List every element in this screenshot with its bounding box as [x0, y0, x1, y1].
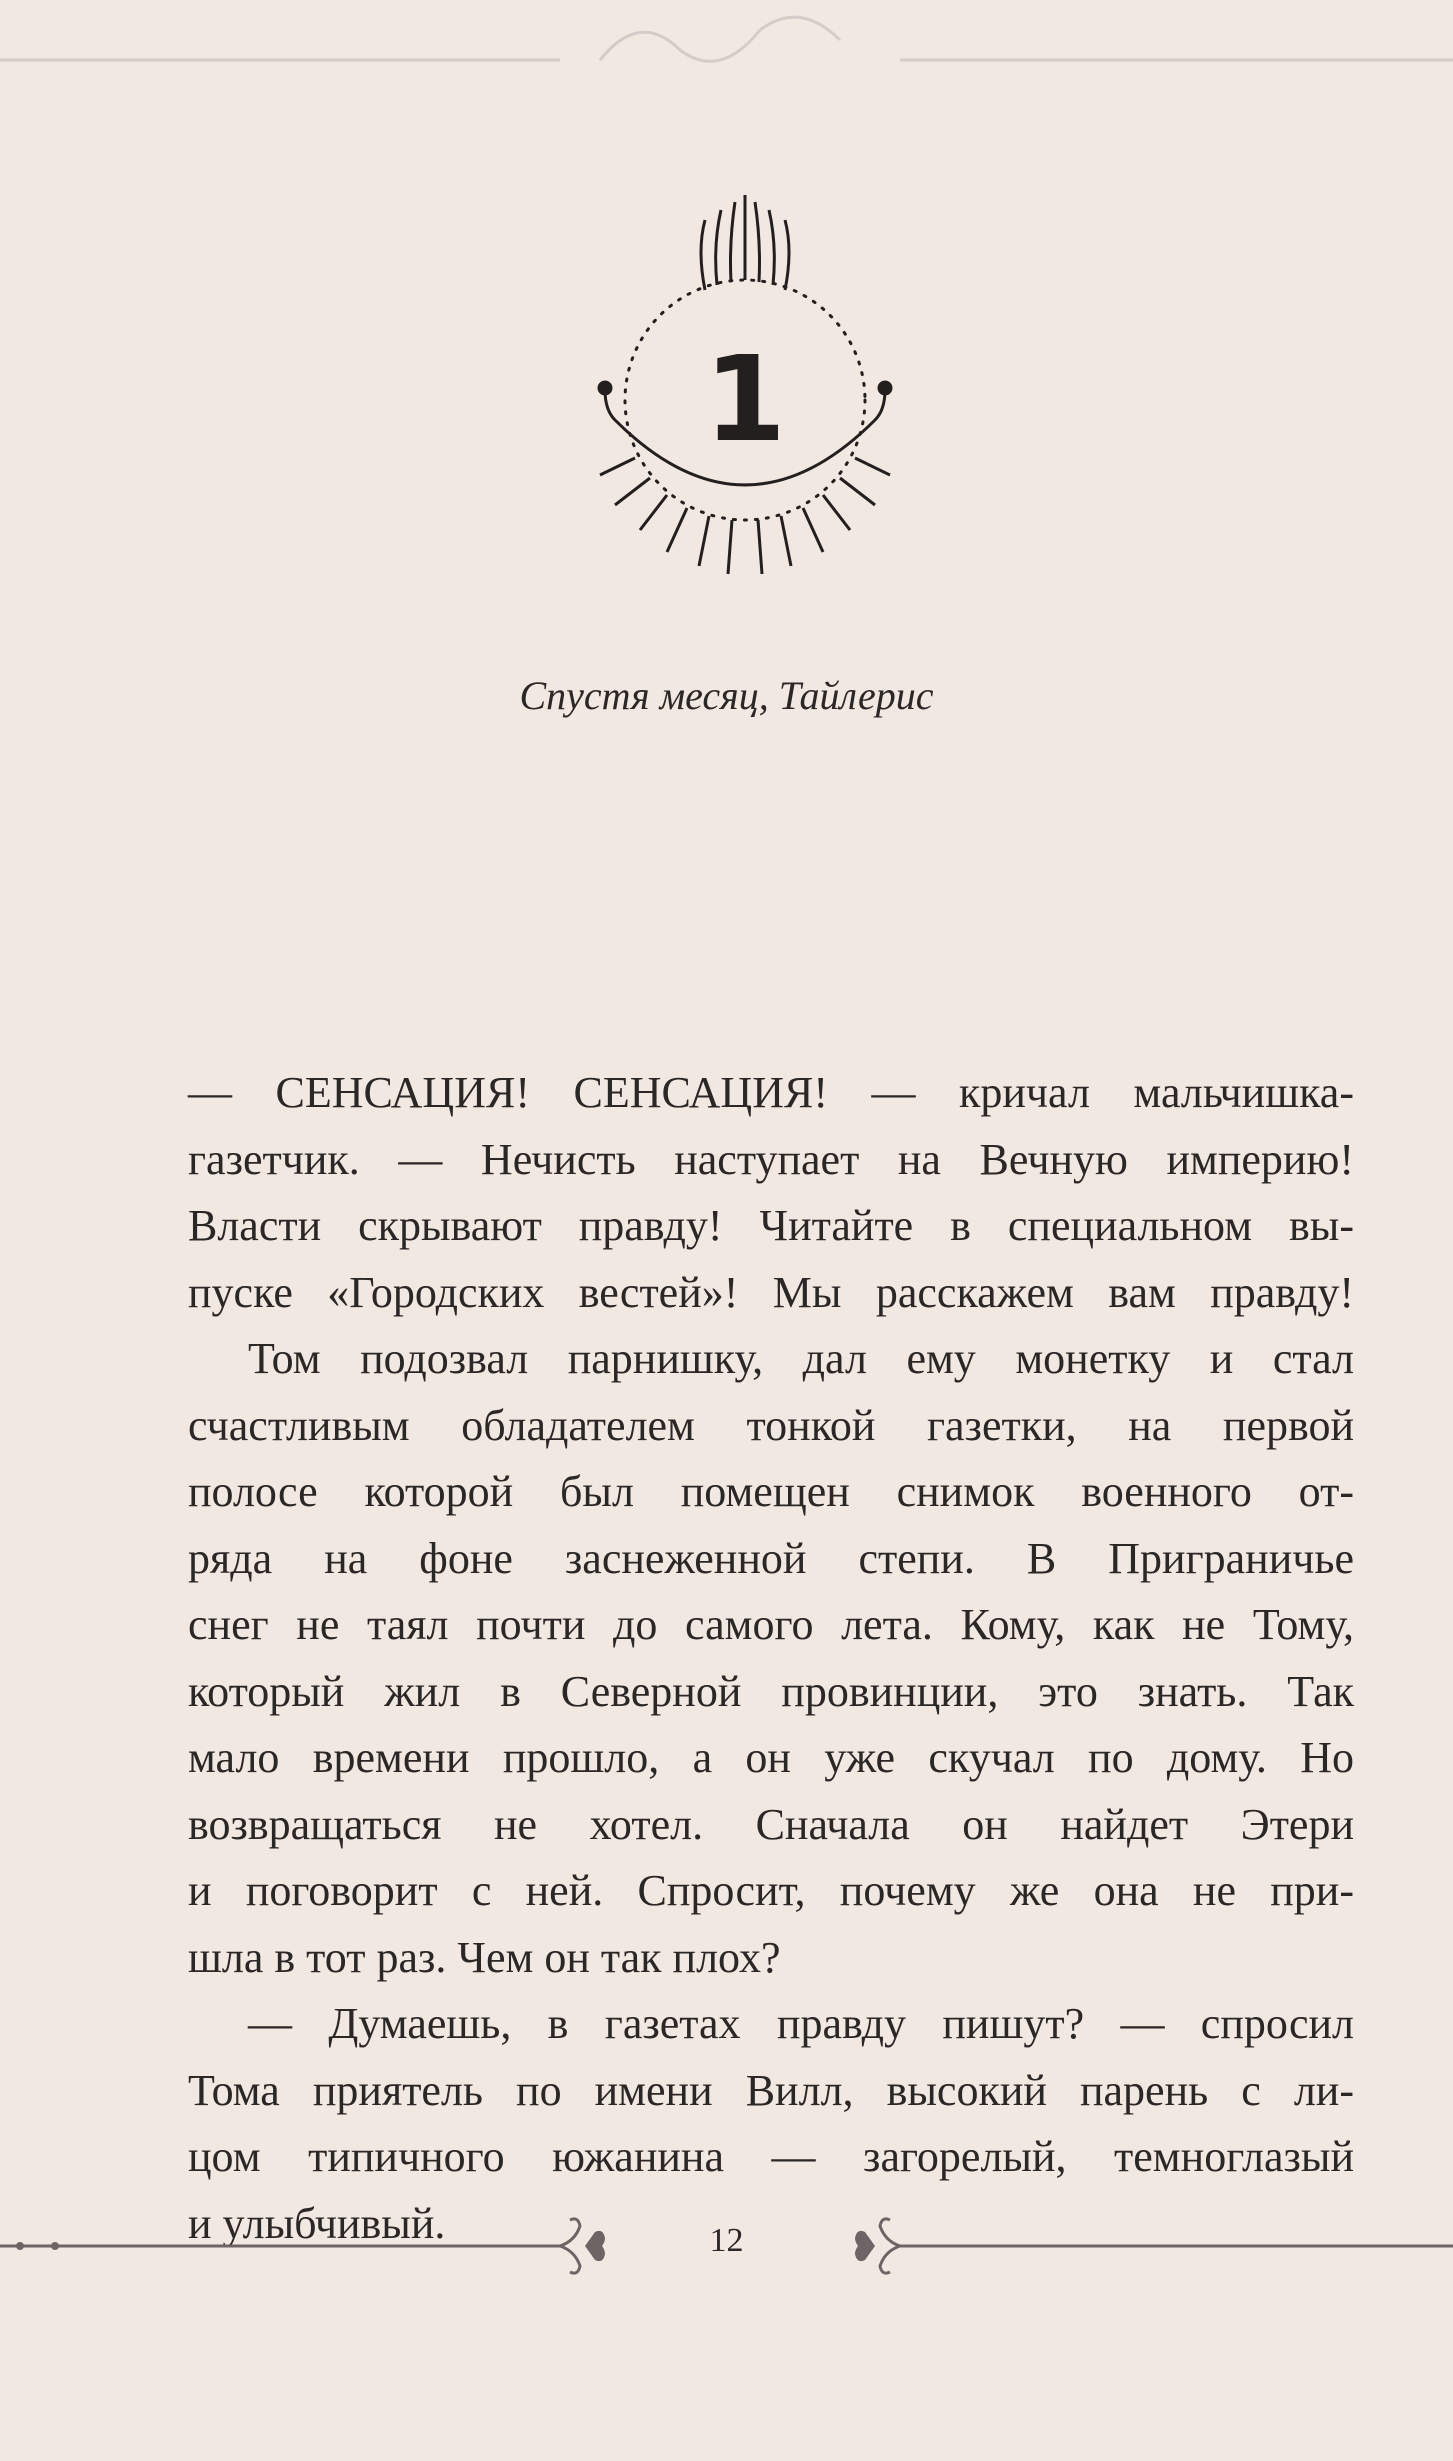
text-line: шла в тот раз. Чем он так плох? [188, 1932, 781, 1982]
text-line: — Думаешь, в газетах правду пишут? — спросил [248, 1999, 1354, 2048]
text-line: который жил в Северной провинции, это знать. Так [188, 1666, 1354, 1716]
text-line: полосе которой был помещен снимок военного от- [188, 1467, 1354, 1516]
text-line: Том подозвал парнишку, дал ему монетку и стал [248, 1334, 1354, 1383]
text-line: и улыбчивый. [188, 2198, 446, 2248]
text-line: — СЕНСАЦИЯ! СЕНСАЦИЯ! — кричал мальчишка- [188, 1068, 1354, 1117]
chapter-body-text [188, 1060, 1354, 2257]
text-line: Тома приятель по имени Вилл, высокий парень с ли- [188, 2065, 1354, 2115]
text-line: мало времени прошло, а он уже скучал по дому. Но [188, 1733, 1354, 1782]
text-line: и поговорит с ней. Спросит, почему же она не при- [188, 1866, 1354, 1915]
text-line: возвращаться не хотел. Сначала он найдет Этери [188, 1799, 1354, 1849]
chapter-number: 1 [703, 330, 787, 468]
text-line: пуске «Городских вестей»! Мы расскажем вам правду! [188, 1267, 1354, 1317]
text-line: Власти скрывают правду! Читайте в специальном вы- [188, 1201, 1354, 1250]
text-line: цом типичного южанина — загорелый, темноглазый [188, 2132, 1354, 2181]
text-line: ряда на фоне заснеженной степи. В Приграничье [188, 1533, 1354, 1583]
text-line: газетчик. — Нечисть наступает на Вечную империю! [188, 1134, 1354, 1184]
chapter-subtitle: Спустя месяц, Тайлерис [519, 673, 934, 718]
text-line: счастливым обладателем тонкой газетки, на первой [188, 1400, 1354, 1450]
chapter-emblem [595, 190, 895, 590]
top-ornament [0, 0, 1453, 90]
page-number: 12 [709, 2222, 744, 2259]
text-line: снег не таял почти до самого лета. Кому, как не Тому, [188, 1600, 1354, 1649]
